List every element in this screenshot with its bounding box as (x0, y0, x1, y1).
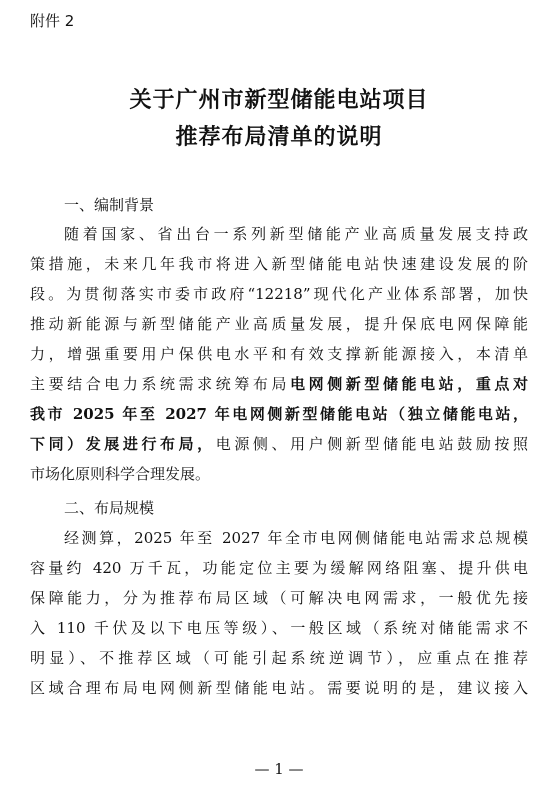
bold-text: 电网侧新型储能电站，重点对 (290, 375, 528, 393)
paragraph-line: 经测算，2025 年至 2027 年全市电网侧储能电站需求总规模 (64, 529, 528, 547)
paragraph-text: 主要结合电力系统需求统筹布局 (30, 375, 291, 393)
paragraph-line: 入 110 千伏及以下电压等级）、一般区域（系统对储能需求不 (30, 619, 528, 637)
paragraph-line (30, 403, 528, 424)
section-1-heading: 一、编制背景 (64, 196, 155, 214)
paragraph-line: 市场化原则科学合理发展。 (30, 465, 211, 483)
paragraph-line: 保障能力，分为推荐布局区域（可解决电网需求，一般优先接 (30, 589, 528, 607)
paragraph-line: 推动新能源与新型储能产业高质量发展，提升保底电网保障能 (30, 315, 528, 333)
paragraph-line: 策措施，未来几年我市将进入新型储能电站快速建设发展的阶 (30, 255, 528, 273)
paragraph-text: 电源侧、用户侧新型储能电站鼓励按照 (215, 435, 528, 453)
paragraph-line: 明显）、不推荐区域（可能引起系统逆调节），应重点在推荐 (30, 649, 528, 667)
paragraph-line: 随着国家、省出台一系列新型储能产业高质量发展支持政 (64, 225, 528, 243)
document-title-line-1: 关于广州市新型储能电站项目 (129, 87, 429, 113)
document-title-line-2: 推荐布局清单的说明 (175, 124, 383, 150)
attachment-label: 附件 2 (30, 12, 75, 30)
paragraph-line: 力，增强重要用户保供电水平和有效支撑新能源接入，本清单 (30, 345, 528, 363)
bold-text: 下同）发展进行布局， (30, 435, 216, 453)
bold-text: 我市 2025 年至 2027 年电网侧新型储能电站（独立储能电站， (30, 405, 528, 423)
page-number: — 1 — (254, 760, 304, 778)
paragraph-line: 区域合理布局电网侧新型储能电站。需要说明的是，建议接入 (30, 679, 528, 697)
paragraph-line: 段。为贯彻落实市委市政府“12218”现代化产业体系部署，加快 (30, 285, 528, 303)
paragraph-line (30, 433, 528, 454)
section-2-heading: 二、布局规模 (64, 499, 155, 517)
paragraph-line: 容量约 420 万千瓦，功能定位主要为缓解网络阻塞、提升供电 (30, 559, 528, 577)
paragraph-line (30, 373, 528, 394)
